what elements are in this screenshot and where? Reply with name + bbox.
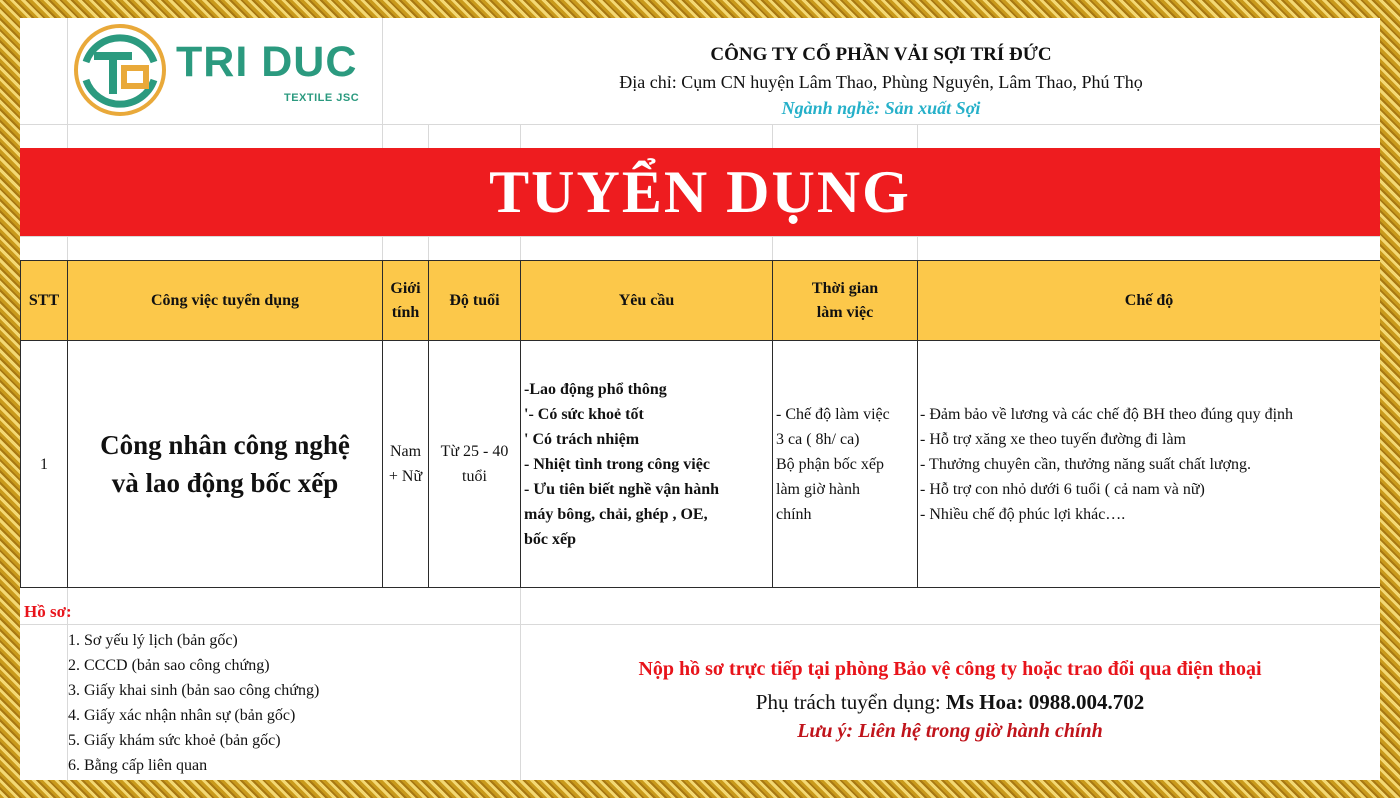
age-line: Từ 25 - 40 [440,443,509,460]
header-stt: STT [21,261,68,341]
list-item: 6. Bằng cấp liên quan [68,757,208,774]
requirement-line: máy bông, chải, ghép , OE, [524,505,708,523]
requirement-line: - Ưu tiên biết nghề vận hành [524,480,719,498]
company-logo [72,22,372,126]
grid-line [67,236,68,260]
poster [20,18,1380,780]
contact-note: Lưu ý: Liên hệ trong giờ hành chính [797,720,1103,742]
list-item: 5. Giấy khám sức khoẻ (bản gốc) [68,732,281,749]
job-title-line: Công nhân công nghệ [100,430,350,460]
grid-line [772,124,773,148]
submit-instructions: Nộp hồ sơ trực tiếp tại phòng Bảo vệ công ty hoặc trao đổi qua điện thoại [638,658,1262,680]
cell-stt: 1 [21,341,68,588]
header-gender-line: tính [391,303,420,321]
requirement-line: '- Có sức khoẻ tốt [524,405,644,423]
brand-subtitle: TEXTILE JSC [284,92,360,104]
company-name: CÔNG TY CỔ PHẦN VẢI SỢI TRÍ ĐỨC [710,44,1052,65]
header-time-line: Thời gian [811,279,879,297]
table-header-row [21,261,1381,341]
gender-line: Nam [389,443,422,460]
grid-line [917,236,918,260]
header-benefits: Chế độ [918,261,1381,341]
grid-line [520,588,521,780]
header-gender-line: Giới [390,279,421,297]
grid-line [520,124,521,148]
grid-line [67,18,68,148]
benefit-line: - Hỗ trợ xăng xe theo tuyến đường đi làm [920,430,1186,448]
grid-line [20,236,1380,237]
gender-line: + Nữ [388,468,423,485]
time-line: Bộ phận bốc xếp [776,455,884,473]
dossier-list [68,628,319,778]
grid-line [772,236,773,260]
requirement-line: bốc xếp [524,530,576,548]
job-title-line: và lao động bốc xếp [111,468,339,498]
dossier-label: Hồ sơ: [24,602,72,621]
benefit-line: - Nhiều chế độ phúc lợi khác…. [920,505,1126,523]
header-job: Công việc tuyển dụng [68,261,383,341]
grid-line [520,236,521,260]
list-item: 1. Sơ yếu lý lịch (bản gốc) [68,632,238,649]
recruiter-prefix: Phụ trách tuyển dụng: [755,690,946,714]
brand-name: TRI DUC [176,38,358,86]
company-address: Địa chỉ: Cụm CN huyện Lâm Thao, Phùng Nguyên, Lâm Thao, Phú Thọ [619,72,1143,92]
header-time-line: làm việc [816,303,874,321]
recruitment-banner [20,148,1380,236]
time-line: chính [776,505,812,523]
list-item: 3. Giấy khai sinh (bản sao công chứng) [68,682,320,699]
requirement-line: -Lao động phổ thông [524,380,667,398]
list-item: 2. CCCD (bản sao công chứng) [68,657,270,674]
cell-working-time [773,341,918,588]
time-line: 3 ca ( 8h/ ca) [776,430,860,448]
grid-line [382,236,383,260]
table-row [21,341,1381,588]
recruiter-contact [520,690,1380,715]
header-gender [383,261,429,341]
banner-title: TUYỂN DỤNG [489,158,911,225]
header-age: Độ tuổi [429,261,521,341]
age-line: tuổi [462,468,487,485]
header-time [773,261,918,341]
company-industry: Ngành nghề: Sản xuất Sợi [781,98,981,118]
time-line: - Chế độ làm việc [776,405,890,423]
td-emblem-icon [72,22,168,118]
time-line: làm giờ hành [776,480,860,498]
benefit-line: - Đảm bảo về lương và các chế độ BH theo đúng quy định [920,405,1294,423]
benefit-line: - Thưởng chuyên cần, thưởng năng suất chất lượng. [920,455,1252,473]
grid-line [917,124,918,148]
cell-benefits [918,341,1381,588]
header-requirements: Yêu cầu [521,261,773,341]
job-table [20,260,1380,588]
requirement-line: - Nhiệt tình trong công việc [524,455,710,473]
grid-line [428,124,429,148]
list-item: 4. Giấy xác nhận nhân sự (bản gốc) [68,707,296,724]
cell-job [68,341,383,588]
grid-line [20,624,1380,625]
grid-line [428,236,429,260]
cell-age [429,341,521,588]
cell-gender [383,341,429,588]
requirement-line: ' Có trách nhiệm [524,430,640,448]
benefit-line: - Hỗ trợ con nhỏ dưới 6 tuổi ( cả nam và nữ) [920,480,1205,498]
cell-requirements [521,341,773,588]
recruiter-phone: Ms Hoa: 0988.004.702 [945,690,1145,714]
